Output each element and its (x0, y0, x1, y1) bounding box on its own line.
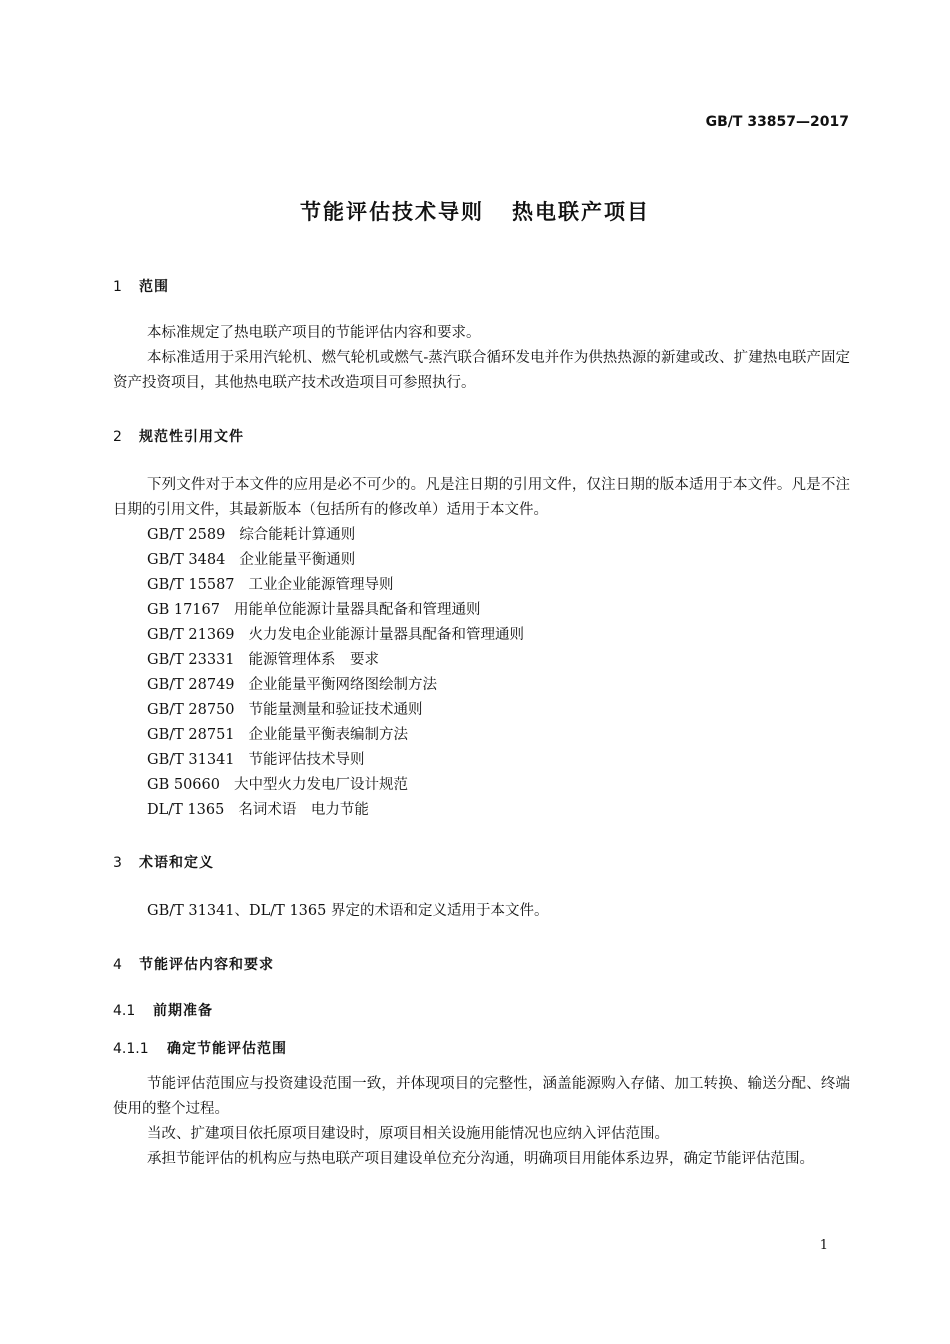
subsection-number: 4.1 (113, 1003, 136, 1019)
section-4-1-1-paragraph-3: 承担节能评估的机构应与热电联产项目建设单位充分沟通，明确项目用能体系边界，确定节能评估范围。 (147, 1151, 814, 1167)
section-title: 范围 (139, 279, 169, 295)
section-4-heading (113, 954, 274, 974)
section-3-heading (113, 852, 214, 872)
reference-item (147, 723, 408, 748)
reference-title: 企业能量平衡通则 (239, 552, 356, 568)
section-number: 1 (113, 279, 122, 295)
reference-title: 企业能量平衡表编制方法 (248, 727, 409, 743)
subsection-4-1-heading (113, 1000, 213, 1020)
reference-item (147, 773, 408, 798)
reference-code: GB/T 23331 (147, 652, 235, 668)
section-2-intro: 下列文件对于本文件的应用是必不可少的。凡是注日期的引用文件，仅注日期的版本适用于本文件。凡是不注日期的引用文件，其最新版本（包括所有的修改单）适用于本文件。 (113, 477, 850, 518)
title-part2: 热电联产项目 (512, 200, 650, 224)
title-part1: 节能评估技术导则 (300, 200, 484, 224)
reference-item (147, 573, 394, 598)
section-1-paragraph-2: 本标准适用于采用汽轮机、燃气轮机或燃气-蒸汽联合循环发电并作为供热热源的新建或改、扩建热电联产固定资产投资项目，其他热电联产技术改造项目可参照执行。 (113, 350, 850, 391)
section-title: 节能评估内容和要求 (139, 957, 274, 973)
reference-title: 节能量测量和验证技术通则 (248, 702, 423, 718)
reference-item (147, 523, 355, 548)
reference-title: 大中型火力发电厂设计规范 (233, 777, 408, 793)
standard-code: GB/T 33857—2017 (705, 114, 849, 130)
reference-item (147, 673, 437, 698)
subsection-title: 确定节能评估范围 (167, 1041, 287, 1057)
reference-item (147, 548, 355, 573)
section-4-1-1-paragraph-1: 节能评估范围应与投资建设范围一致，并体现项目的完整性，涵盖能源购入存储、加工转换、输送分配、终端使用的整个过程。 (113, 1076, 850, 1117)
reference-title: 工业企业能源管理导则 (248, 577, 394, 593)
reference-code: GB/T 2589 (147, 527, 226, 543)
section-number: 4 (113, 957, 122, 973)
reference-title: 综合能耗计算通则 (239, 527, 356, 543)
reference-title: 能源管理体系 要求 (248, 652, 380, 668)
reference-code: GB/T 31341 (147, 752, 235, 768)
document-title (0, 196, 950, 226)
subsection-number: 4.1.1 (113, 1041, 149, 1057)
subsection-title: 前期准备 (153, 1003, 213, 1019)
section-title: 规范性引用文件 (139, 429, 244, 445)
reference-item (147, 623, 524, 648)
reference-code: GB/T 3484 (147, 552, 226, 568)
reference-code: GB/T 28749 (147, 677, 235, 693)
section-2-heading (113, 426, 244, 446)
reference-item (147, 648, 379, 673)
reference-code: GB/T 28750 (147, 702, 235, 718)
section-number: 3 (113, 855, 122, 871)
page-number: 1 (819, 1238, 828, 1253)
section-3-paragraph: GB/T 31341、DL/T 1365 界定的术语和定义适用于本文件。 (147, 903, 549, 919)
reference-item (147, 698, 423, 723)
reference-code: DL/T 1365 (147, 802, 225, 818)
reference-title: 名词术语 电力节能 (238, 802, 369, 818)
reference-code: GB/T 21369 (147, 627, 235, 643)
reference-code: GB 50660 (147, 777, 220, 793)
reference-title: 节能评估技术导则 (248, 752, 365, 768)
reference-item (147, 598, 480, 623)
reference-title: 用能单位能源计量器具配备和管理通则 (233, 602, 481, 618)
subsection-4-1-1-heading (113, 1038, 287, 1058)
section-4-1-1-paragraph-2: 当改、扩建项目依托原项目建设时，原项目相关设施用能情况也应纳入评估范围。 (147, 1126, 669, 1142)
reference-code: GB 17167 (147, 602, 220, 618)
reference-item (147, 748, 365, 773)
section-1-paragraph-1: 本标准规定了热电联产项目的节能评估内容和要求。 (147, 325, 481, 341)
section-1-heading (113, 276, 169, 296)
reference-code: GB/T 15587 (147, 577, 235, 593)
reference-item (147, 798, 369, 823)
reference-title: 火力发电企业能源计量器具配备和管理通则 (248, 627, 525, 643)
reference-code: GB/T 28751 (147, 727, 235, 743)
reference-title: 企业能量平衡网络图绘制方法 (248, 677, 438, 693)
section-number: 2 (113, 429, 122, 445)
section-title: 术语和定义 (139, 855, 214, 871)
